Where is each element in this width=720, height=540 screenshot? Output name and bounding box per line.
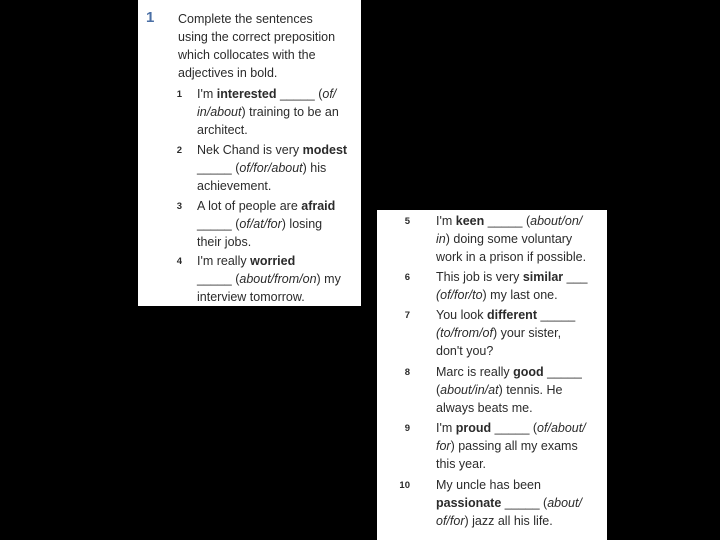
preposition-options: of/ [322, 87, 337, 101]
sentence-fragment: don't you? [436, 344, 494, 358]
sentence-line [436, 342, 604, 360]
preposition-options: about/in/at [440, 383, 499, 397]
sentence-fragment: _____ [536, 308, 576, 322]
bold-adjective: passionate [436, 496, 502, 510]
item-number: 9 [404, 423, 410, 434]
exercise-instructions [178, 10, 358, 82]
sentence-text [436, 306, 604, 360]
sentence-text [197, 252, 359, 306]
sentence-line [436, 286, 604, 304]
sentence-fragment: ) training to be an [241, 105, 339, 119]
bold-adjective: different [486, 308, 537, 322]
sentence-fragment: ( [436, 383, 441, 397]
item-number: 7 [404, 310, 410, 321]
preposition-options: of/for [436, 514, 465, 528]
sentence-line [436, 512, 604, 530]
instruction-line: adjectives in bold. [178, 66, 278, 80]
sentence-fragment: their jobs. [197, 235, 252, 249]
sentence-fragment: ___ [563, 270, 588, 284]
sentence-line [436, 230, 604, 248]
item-number: 10 [399, 480, 410, 491]
bold-adjective: worried [250, 254, 296, 268]
preposition-options: in [436, 232, 446, 246]
sentence-fragment: ) doing some voluntary [445, 232, 573, 246]
sentence-line [436, 248, 604, 266]
sentence-line [197, 270, 359, 288]
sentence-line [197, 215, 359, 233]
sentence-line [436, 363, 604, 381]
bold-adjective: keen [455, 214, 485, 228]
sentence-line [436, 212, 604, 230]
preposition-options: about/on/ [530, 214, 583, 228]
sentence-fragment: _____ ( [197, 161, 240, 175]
preposition-options: (to/from/of [436, 326, 493, 340]
instruction-line: which collocates with the [178, 48, 316, 62]
sentence-fragment: _____ [543, 365, 582, 379]
sentence-line [436, 381, 604, 399]
sentence-text [197, 197, 359, 251]
sentence-line [197, 121, 359, 139]
worksheet-page-right [377, 210, 607, 540]
sentence-fragment: ) jazz all his life. [464, 514, 553, 528]
bold-adjective: modest [302, 143, 348, 157]
sentence-text [436, 363, 604, 417]
sentence-fragment: Nek Chand is very [197, 143, 303, 157]
sentence-line [197, 197, 359, 215]
sentence-line [436, 437, 604, 455]
sentence-line [197, 177, 359, 195]
sentence-fragment: this year. [436, 457, 487, 471]
sentence-fragment: work in a prison if possible. [436, 250, 587, 264]
sentence-fragment: ) passing all my exams [450, 439, 578, 453]
sentence-line [436, 306, 604, 324]
sentence-line [436, 494, 604, 512]
sentence-line [436, 324, 604, 342]
item-number: 3 [176, 201, 182, 212]
sentence-line [197, 141, 359, 159]
sentence-line [197, 288, 359, 306]
sentence-fragment: I'm really [197, 254, 251, 268]
preposition-options: (of/for/to [436, 288, 483, 302]
sentence-fragment: ) his [302, 161, 327, 175]
sentence-text [197, 141, 359, 195]
item-number: 6 [404, 272, 410, 283]
sentence-line [197, 85, 359, 103]
bold-adjective: proud [455, 421, 492, 435]
item-number: 8 [404, 367, 410, 378]
bold-adjective: interested [216, 87, 277, 101]
instruction-line: Complete the sentences [178, 12, 313, 26]
sentence-fragment: My uncle has been [436, 478, 541, 492]
item-number: 5 [404, 216, 410, 227]
bold-adjective: afraid [301, 199, 336, 213]
preposition-options: in/about [197, 105, 242, 119]
sentence-line [197, 103, 359, 121]
sentence-fragment: _____ ( [276, 87, 323, 101]
item-number: 1 [176, 89, 182, 100]
sentence-line [197, 252, 359, 270]
sentence-fragment: I'm [197, 87, 217, 101]
sentence-fragment: _____ ( [501, 496, 548, 510]
sentence-fragment: always beats me. [436, 401, 533, 415]
sentence-line [436, 419, 604, 437]
sentence-line [436, 476, 604, 494]
sentence-fragment: _____ ( [197, 217, 240, 231]
item-number: 4 [176, 256, 182, 267]
sentence-fragment: achievement. [197, 179, 272, 193]
sentence-line [197, 159, 359, 177]
sentence-line [436, 399, 604, 417]
item-number: 2 [176, 145, 182, 156]
sentence-text [436, 212, 604, 266]
sentence-fragment: ) losing [281, 217, 323, 231]
sentence-fragment: ) my last one. [482, 288, 558, 302]
preposition-options: of/for/about [239, 161, 303, 175]
sentence-line [436, 268, 604, 286]
bold-adjective: good [513, 365, 544, 379]
preposition-options: for [436, 439, 451, 453]
sentence-fragment: interview tomorrow. [197, 290, 305, 304]
sentence-fragment: ) tennis. He [498, 383, 563, 397]
sentence-text [436, 419, 604, 473]
preposition-options: of/at/for [239, 217, 282, 231]
sentence-fragment: This job is very [436, 270, 523, 284]
sentence-text [197, 85, 359, 139]
sentence-fragment: _____ ( [197, 272, 240, 286]
sentence-fragment: A lot of people are [197, 199, 302, 213]
preposition-options: about/from/on [239, 272, 317, 286]
sentence-text [436, 268, 604, 304]
instruction-line: using the correct preposition [178, 30, 336, 44]
sentence-fragment: I'm [436, 421, 456, 435]
sentence-text [436, 476, 604, 530]
sentence-fragment: You look [436, 308, 487, 322]
worksheet-page-left [138, 0, 361, 306]
sentence-fragment: architect. [197, 123, 248, 137]
sentence-fragment: _____ ( [484, 214, 531, 228]
preposition-options: of/about/ [537, 421, 586, 435]
sentence-fragment: ) your sister, [492, 326, 562, 340]
sentence-line [197, 233, 359, 251]
sentence-fragment: ) my [316, 272, 341, 286]
bold-adjective: similar [522, 270, 564, 284]
sentence-line [436, 455, 604, 473]
sentence-fragment: _____ ( [491, 421, 538, 435]
exercise-number: 1 [146, 9, 155, 26]
preposition-options: about/ [547, 496, 582, 510]
sentence-fragment: Marc is really [436, 365, 514, 379]
sentence-fragment: I'm [436, 214, 456, 228]
